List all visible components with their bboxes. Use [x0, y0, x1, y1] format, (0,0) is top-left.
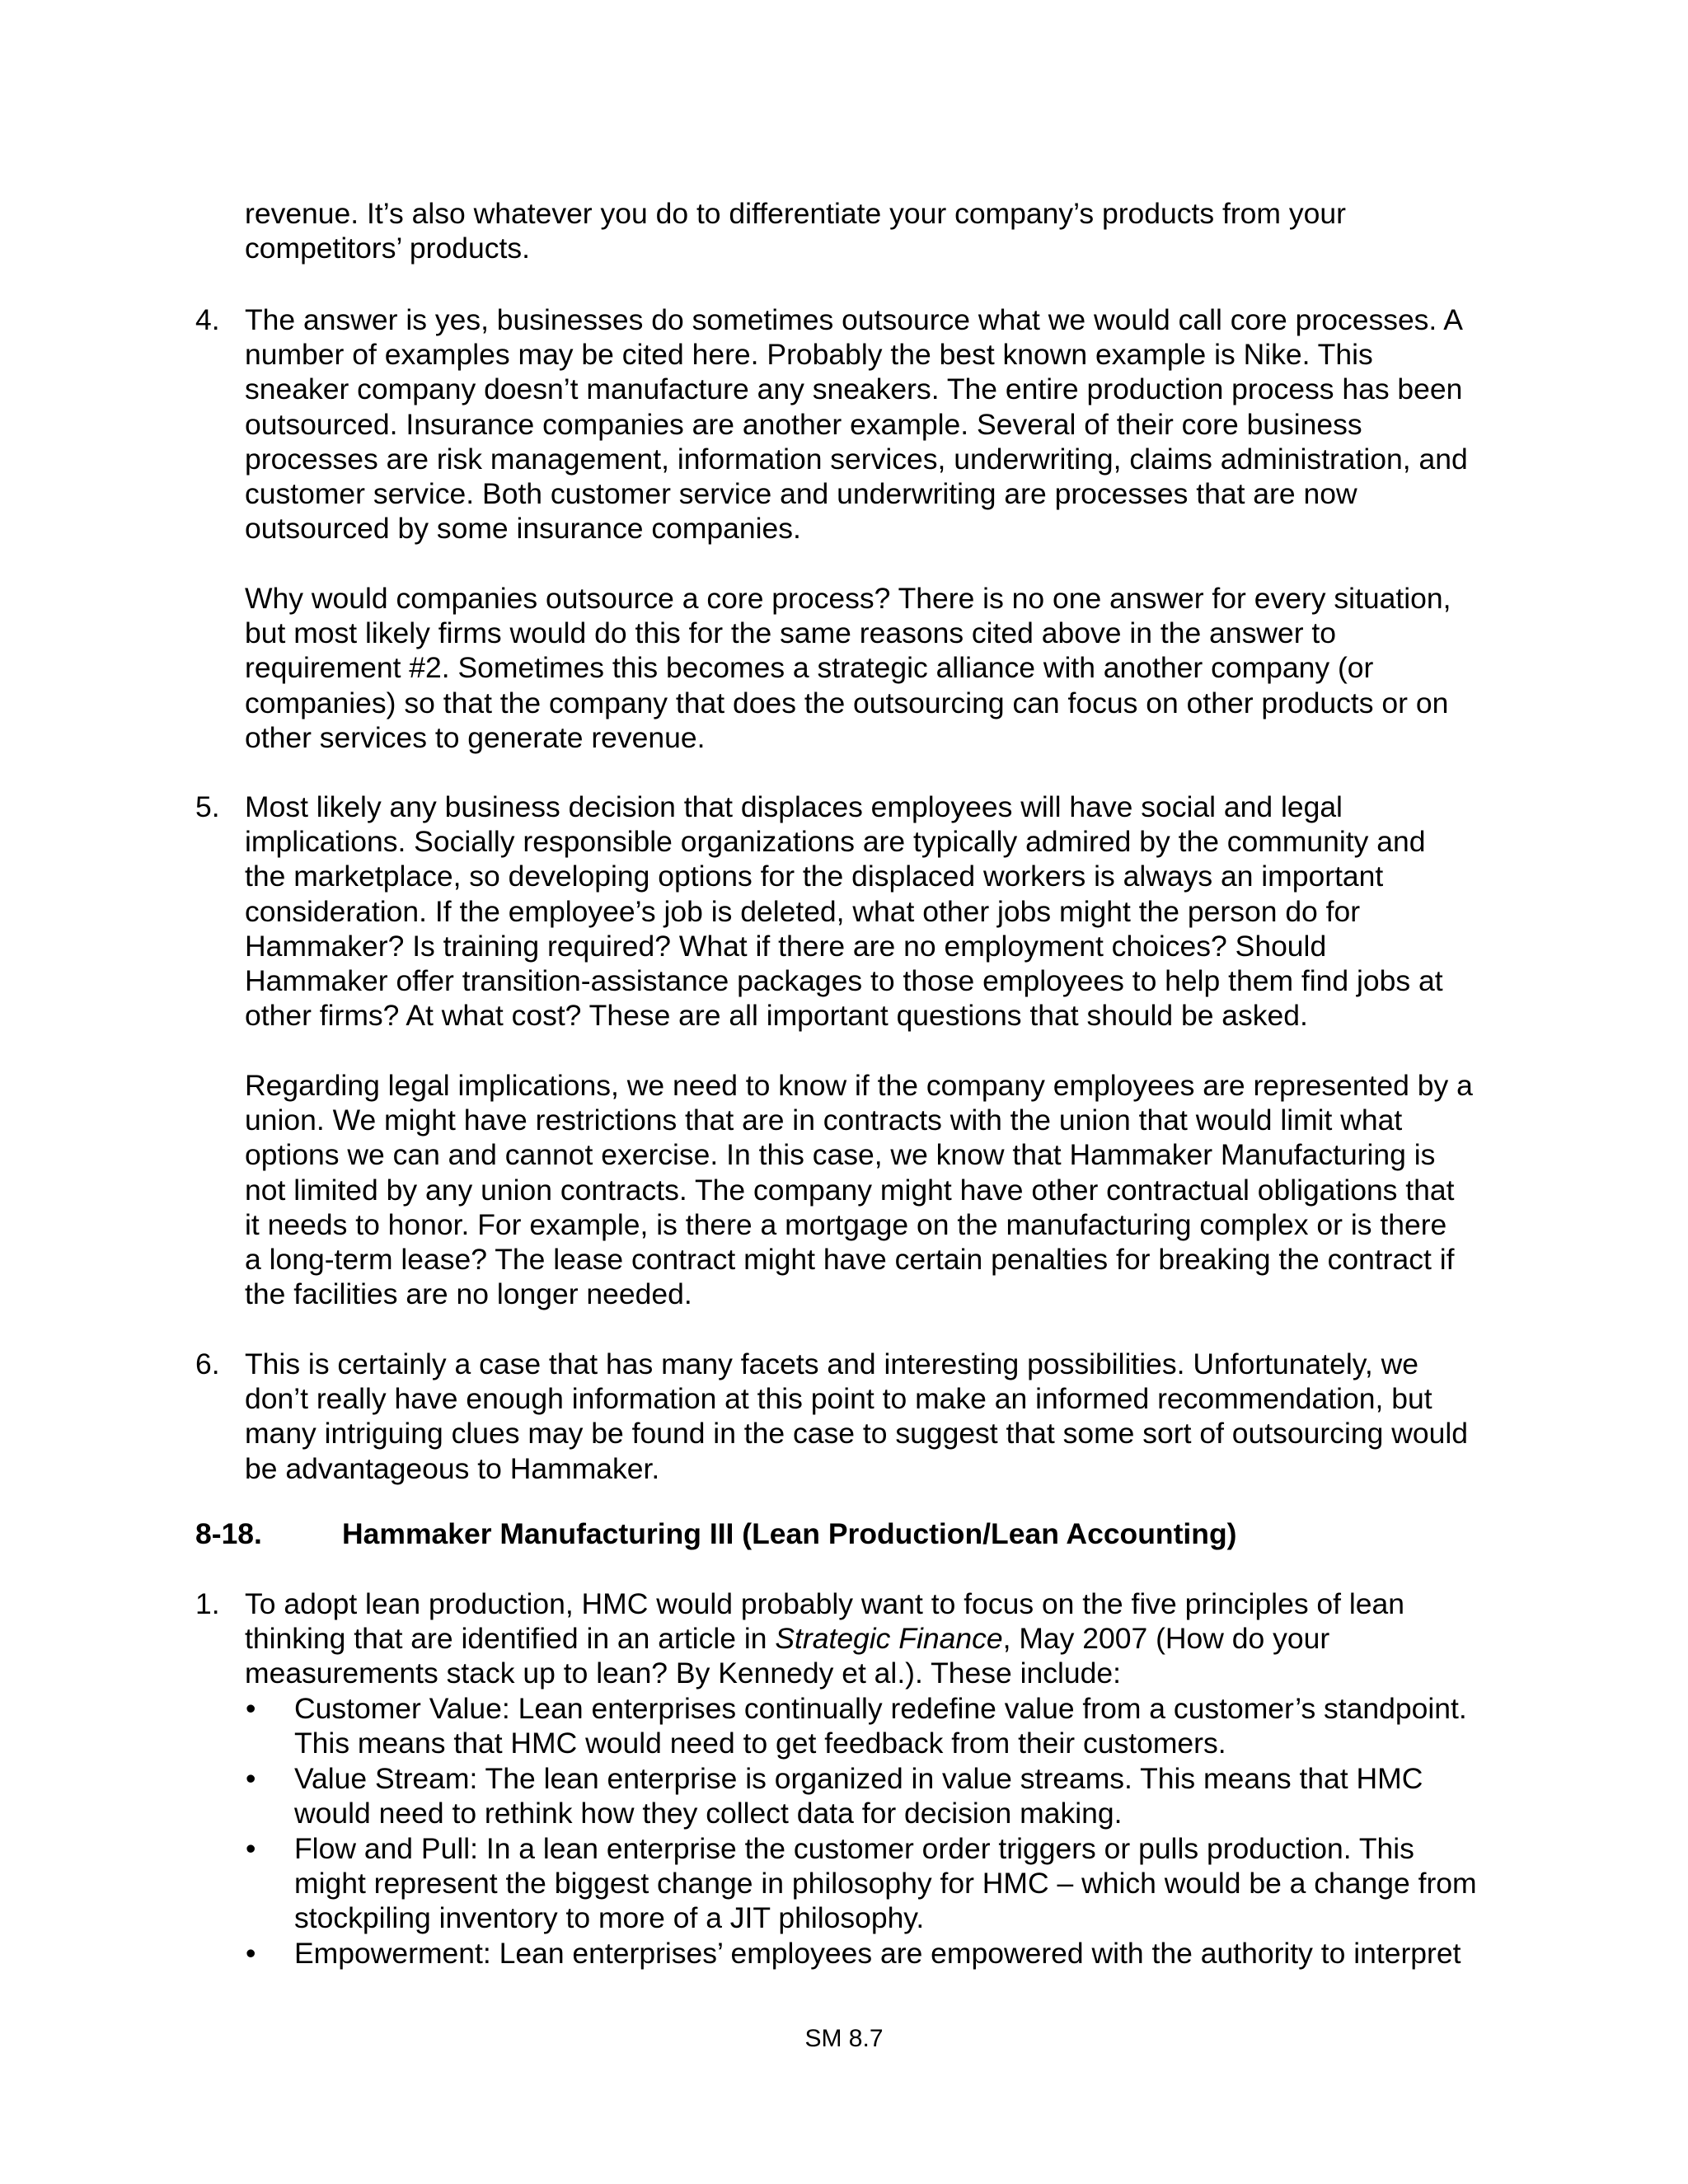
bullet-glyph: •: [246, 1832, 256, 1865]
bullet-item-value-stream: [294, 1761, 1531, 1830]
bullet-glyph: •: [246, 1937, 256, 1970]
text-line: [245, 1621, 1522, 1656]
bullet-item-flow-and-pull: [294, 1831, 1531, 1936]
section-title: Hammaker Manufacturing III (Lean Production/Lean Accounting): [342, 1517, 1237, 1550]
text-line: stockpiling inventory to more of a JIT philosophy.: [294, 1901, 925, 1935]
text-line: it needs to honor. For example, is there a mortgage on the manufacturing complex or is there: [245, 1207, 1447, 1241]
answer-4-paragraph-1: [245, 302, 1522, 546]
text-line: Why would companies outsource a core process? There is no one answer for every situation,: [245, 582, 1451, 615]
text-line: competitors’ products.: [245, 232, 530, 265]
section-number: 8-18.: [195, 1517, 262, 1550]
text-line: would need to rethink how they collect data for decision making.: [294, 1797, 1123, 1830]
text-line: be advantageous to Hammaker.: [245, 1451, 660, 1485]
text-line: Most likely any business decision that displaces employees will have social and legal: [245, 790, 1343, 823]
answer-1-number: 1.: [195, 1587, 220, 1620]
text-line: other firms? At what cost? These are all important questions that should be asked.: [245, 999, 1308, 1033]
text-line: not limited by any union contracts. The company might have other contractual obligations that: [245, 1173, 1455, 1207]
bullet-item-empowerment: [294, 1936, 1531, 1971]
text-line: Regarding legal implications, we need to know if the company employees are represented by a: [245, 1069, 1473, 1102]
text-line: Customer Value: Lean enterprises continually redefine value from a customer’s standpoint.: [294, 1692, 1467, 1725]
text-line: other services to generate revenue.: [245, 720, 706, 754]
answer-4-number: 4.: [195, 303, 220, 336]
bullet-glyph: •: [246, 1692, 256, 1725]
answer-4-paragraph-2: [245, 581, 1522, 755]
text-line: a long-term lease? The lease contract might have certain penalties for breaking the contract if: [245, 1242, 1455, 1276]
bullet-glyph: •: [246, 1762, 256, 1795]
text-line: the facilities are no longer needed.: [245, 1277, 692, 1311]
text-line: companies) so that the company that does the outsourcing can focus on other products or on: [245, 686, 1449, 719]
text-run: thinking that are identified in an article in: [245, 1622, 776, 1656]
text-line: implications. Socially responsible organizations are typically admired by the community and: [245, 825, 1426, 859]
text-line: sneaker company doesn’t manufacture any sneakers. The entire production process has been: [245, 373, 1463, 406]
text-line: revenue. It’s also whatever you do to differentiate your company’s products from your: [245, 197, 1346, 230]
text-line: Hammaker? Is training required? What if there are no employment choices? Should: [245, 929, 1327, 963]
text-run: , May 2007 (How do your: [1002, 1622, 1330, 1656]
text-line: This means that HMC would need to get feedback from their customers.: [294, 1727, 1226, 1760]
text-line: This is certainly a case that has many facets and interesting possibilities. Unfortunately, we: [245, 1347, 1418, 1380]
text-line: union. We might have restrictions that are in contracts with the union that would limit what: [245, 1104, 1403, 1137]
text-line: customer service. Both customer service and underwriting are processes that are now: [245, 476, 1357, 510]
text-line: number of examples may be cited here. Probably the best known example is Nike. This: [245, 338, 1373, 372]
page-number: SM 8.7: [804, 2025, 884, 2052]
text-line: To adopt lean production, HMC would probably want to focus on the five principles of lean: [245, 1587, 1405, 1620]
text-line: Flow and Pull: In a lean enterprise the customer order triggers or pulls production. This: [294, 1832, 1414, 1865]
bullet-item-customer-value: [294, 1691, 1531, 1760]
text-line: Hammaker offer transition-assistance packages to those employees to help them find jobs at: [245, 963, 1443, 997]
answer-6-number: 6.: [195, 1347, 220, 1380]
text-line: many intriguing clues may be found in the case to suggest that some sort of outsourcing would: [245, 1417, 1468, 1451]
answer-5-paragraph-2: [245, 1068, 1522, 1311]
text-line: measurements stack up to lean? By Kennedy et al.). These include:: [245, 1657, 1121, 1690]
text-line: but most likely firms would do this for the same reasons cited above in the answer to: [245, 616, 1336, 650]
answer-1-paragraph: [245, 1586, 1522, 1691]
answer-5-paragraph-1: [245, 790, 1522, 1033]
text-line: Empowerment: Lean enterprises’ employees are empowered with the authority to interpret: [294, 1937, 1461, 1970]
intro-continuation-paragraph: [245, 196, 1522, 265]
text-line: don’t really have enough information at this point to make an informed recommendation, but: [245, 1382, 1432, 1416]
text-line: options we can and cannot exercise. In this case, we know that Hammaker Manufacturing is: [245, 1138, 1436, 1172]
text-line: might represent the biggest change in philosophy for HMC – which would be a change from: [294, 1867, 1477, 1900]
text-line: processes are risk management, information services, underwriting, claims administration, and: [245, 442, 1468, 476]
answer-6-paragraph-1: [245, 1347, 1522, 1486]
text-line: outsourced. Insurance companies are another example. Several of their core business: [245, 407, 1362, 441]
text-line: consideration. If the employee’s job is deleted, what other jobs might the person do for: [245, 894, 1361, 928]
text-line: The answer is yes, businesses do sometimes outsource what we would call core processes. A: [245, 303, 1463, 336]
journal-title: Strategic Finance: [775, 1622, 1003, 1656]
answer-5-number: 5.: [195, 790, 220, 823]
text-line: Value Stream: The lean enterprise is organized in value streams. This means that HMC: [294, 1762, 1423, 1795]
text-line: requirement #2. Sometimes this becomes a strategic alliance with another company (or: [245, 651, 1374, 685]
text-line: outsourced by some insurance companies.: [245, 512, 801, 546]
text-line: the marketplace, so developing options for the displaced workers is always an important: [245, 860, 1384, 893]
